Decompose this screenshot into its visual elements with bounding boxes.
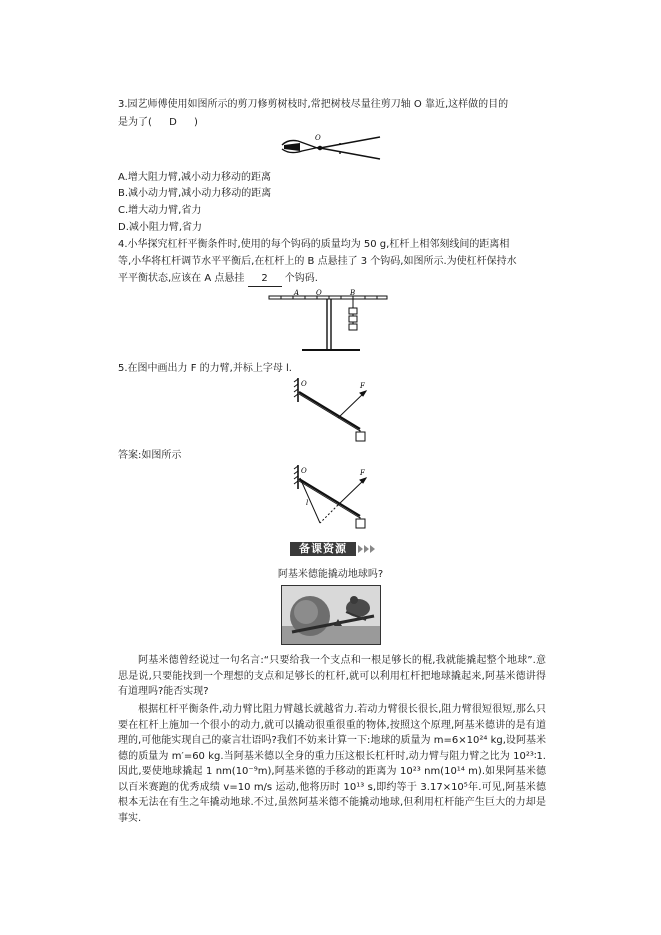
q5-answer-label-f: F — [360, 469, 365, 477]
scissors-figure — [280, 131, 384, 161]
q5-stem: 5.在图中画出力 F 的力臂,并标上字母 l. — [118, 363, 292, 374]
q3-stem-close: ) — [193, 117, 198, 128]
scissors-label-o: O — [315, 134, 321, 142]
q3-answer: D — [169, 117, 177, 128]
q4-stem-suffix: 个钩码. — [284, 273, 318, 284]
q5-label-f: F — [360, 382, 365, 390]
resource-paragraph-1: 阿基米德曾经说过一句名言:“只要给我一个支点和一根足够长的棍,我就能撬起整个地球”.意思是说,只要能找到一个理想的支点和足够长的杠杆,就可以利用杠杆把地球撬起来,阿基米德讲得有道理吗?能否实现? — [118, 655, 546, 697]
q4-stem-prefix: 平平衡状态,应该在 A 点悬挂 — [118, 273, 245, 284]
q3-stem-prefix: 是为了( — [118, 117, 152, 128]
q5-label-o: O — [301, 380, 307, 388]
resource-title: 阿基米德能撬动地球吗? — [277, 569, 384, 580]
lever-label-o: O — [316, 289, 322, 297]
lever-figure — [266, 288, 392, 356]
resource-paragraph-2: 根据杠杆平衡条件,动力臂比阻力臂越长就越省力.若动力臂很长很长,阻力臂很短很短,那么只要在杠杆上施加一个很小的动力,就可以撬动很重很重的物体,按照这个原理,阿基米德讲的是有道理的,可他能实现自己的豪言壮语吗?我们不妨来计算一下:地球的质量为 m=6×10²⁴ kg,设阿基米德的质量为 m′=60 kg.当阿基米德以全身的重力压这根长杠杆时,动力臂与阻力臂之比为 10²³∶1.因此,要使地球撬起 1 nm(10⁻⁹m),阿基米德的手移动的距离为 10²³ nm(10¹⁴ m).如果阿基米德以百米赛跑的优秀成绩 v=10 m/s 运动,他将历时 10¹³ s,即约等于 3.17×10⁵年.可见,阿基米德根本无法在有生之年撬动地球.不过,虽然阿基米德不能撬动地球,但利用杠杆能产生巨大的力却是事实. — [118, 704, 546, 824]
archimedes-picture — [282, 586, 380, 644]
q4-stem-line3 — [118, 272, 318, 287]
q4-stem-line1: 4.小华探究杠杆平衡条件时,使用的每个钩码的质量均为 50 g,杠杆上相邻刻线间的距离相 — [118, 239, 510, 250]
q5-lever-figure — [290, 374, 380, 446]
q5-answer-label-l: l — [306, 499, 309, 507]
q4-answer-blank: 2 — [248, 272, 282, 287]
q4-stem-line2: 等,小华将杠杆调节水平平衡后,在杠杆上的 B 点悬挂了 3 个钩码,如图所示.为使杠杆保持水 — [118, 256, 517, 267]
arrow-decoration-icon — [358, 544, 376, 554]
lever-label-b: B — [350, 289, 356, 297]
q3-stem-line1: 3.园艺师傅使用如图所示的剪刀修剪树枝时,常把树枝尽量往剪刀轴 O 靠近,这样做的目的 — [118, 99, 509, 110]
q5-answer-label-o: O — [301, 467, 307, 475]
q3-option-b: B.减小动力臂,减小动力移动的距离 — [118, 188, 272, 199]
q3-option-d: D.减小阻力臂,省力 — [118, 222, 203, 233]
archimedes-illustration — [281, 585, 381, 645]
lever-label-a: A — [294, 289, 300, 297]
q3-option-c: C.增大动力臂,省力 — [118, 205, 202, 216]
q5-answer-text: 答案:如图所示 — [118, 450, 182, 461]
q5-answer-figure — [290, 461, 380, 533]
q3-stem-line2 — [118, 116, 198, 130]
q3-option-a: A.增大阻力臂,减小动力移动的距离 — [118, 172, 272, 183]
resource-banner-label: 备课资源 — [290, 542, 356, 556]
